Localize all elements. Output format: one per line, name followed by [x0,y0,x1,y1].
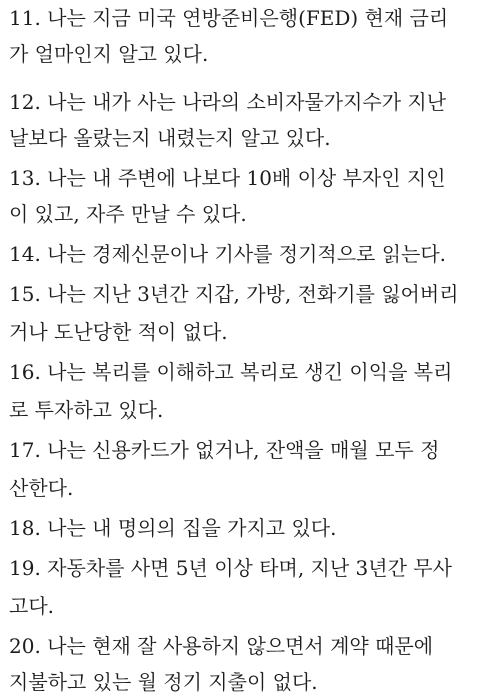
item-17-line-1: 17. 나는 신용카드가 없거나, 잔액을 매월 모두 정 [9,438,440,462]
item-12-line-2: 날보다 올랐는지 내렸는지 알고 있다. [9,126,331,150]
item-18-line-1: 18. 나는 내 명의의 집을 가지고 있다. [9,516,337,540]
item-16-line-1: 16. 나는 복리를 이해하고 복리로 생긴 이익을 복리 [9,360,453,384]
item-17-line-2: 산한다. [9,476,74,500]
item-14-line-1: 14. 나는 경제신문이나 기사를 정기적으로 읽는다. [9,242,447,266]
item-19-line-1: 19. 자동차를 사면 5년 이상 타며, 지난 3년간 무사 [9,556,452,580]
item-12-line-1: 12. 나는 내가 사는 나라의 소비자물가지수가 지난 [9,90,447,114]
item-20-line-1: 20. 나는 현재 잘 사용하지 않으면서 계약 때문에 [9,634,434,658]
item-13-line-2: 이 있고, 자주 만날 수 있다. [9,202,247,226]
item-20-line-2: 지불하고 있는 월 정기 지출이 없다. [9,670,318,694]
item-15-line-1: 15. 나는 지난 3년간 지갑, 가방, 전화기를 잃어버리 [9,282,459,306]
item-16-line-2: 로 투자하고 있다. [9,398,164,422]
item-13-line-1: 13. 나는 내 주변에 나보다 10배 이상 부자인 지인 [9,166,446,190]
item-11-line-1: 11. 나는 지금 미국 연방준비은행(FED) 현재 금리 [9,6,449,30]
item-19-line-2: 고다. [9,594,54,618]
item-15-line-2: 거나 도난당한 적이 없다. [9,320,228,344]
item-11-line-2: 가 얼마인지 알고 있다. [9,42,209,66]
